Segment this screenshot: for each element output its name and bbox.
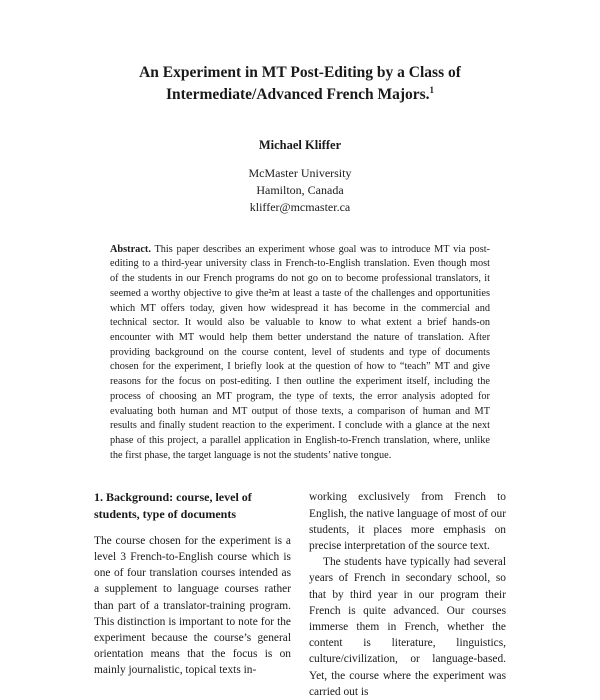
section-1-right-paragraph-2: The students have typically had several years of French in secondary school, so that by third year in our program their French is quite advanced. Our courses immerse them in French, whether the content is literature, linguistics, culture/civilization, or language-based. Yet, the course where the experiment was carried out is [309,556,506,698]
paper-title [94,62,506,106]
affiliation-university: McMaster University [248,165,352,180]
abstract [110,243,490,464]
abstract-text: This paper describes an experiment whose goal was to introduce MT via post-editing to a third-year university class in French-to-English translation. Even though most of the students in our French programs do not go on to become professional translators, it seemed a worthy objective to give the²m at least a taste of the challenges and opportunities which MT offers today, given how widespread it has become in the commercial and technical sector. It would also be valuable to know to what extent a brief hands-on encounter with MT would help them better understand the nature of translation. After providing background on the course content, level of students and type of documents chosen for the experiment, I briefly look at the question of how to “teach” MT and give reasons for the focus on post-editing. I then outline the experiment itself, including the process of choosing an MT program, the type of texts, the error analysis adopted for evaluating both human and MT output of those texts, a comparison of human and MT results and finally student reaction to the experiment. I conclude with a glance at the next phase of this project, a parallel application in English-to-French translation, where, unlike the first phase, the target language is not the students’ native tongue. [110,243,490,461]
paper-title-line1: An Experiment in MT Post-Editing by a Class of [139,64,461,81]
author-name: Michael Kliffer [258,137,342,152]
right-column [309,489,506,699]
affiliation-city: Hamilton, Canada [256,182,344,197]
two-column-body [94,489,506,699]
title-footnote-marker: 1 [429,84,435,95]
author-email: kliffer@mcmaster.ca [249,200,351,215]
paper-title-line2: Intermediate/Advanced French Majors. [165,85,430,103]
left-column [94,489,291,699]
section-1-heading: 1. Background: course, level of students, type of documents [94,490,252,521]
abstract-label: Abstract. [110,243,151,255]
section-1-left-paragraph: The course chosen for the experiment is a level 3 French-to-English course which is one of four translation courses intended as a supplement to language courses rather than part of a translator-training program. This distinction is important to note for the experiment because the course’s general orientation means that the focus is on mainly journalistic, topical texts in- [94,534,291,677]
section-1-right-paragraph-1: working exclusively from French to English, the native language of most of our students, it places more emphasis on precise interpretation of the source text. [309,491,506,553]
author-block [94,138,506,217]
